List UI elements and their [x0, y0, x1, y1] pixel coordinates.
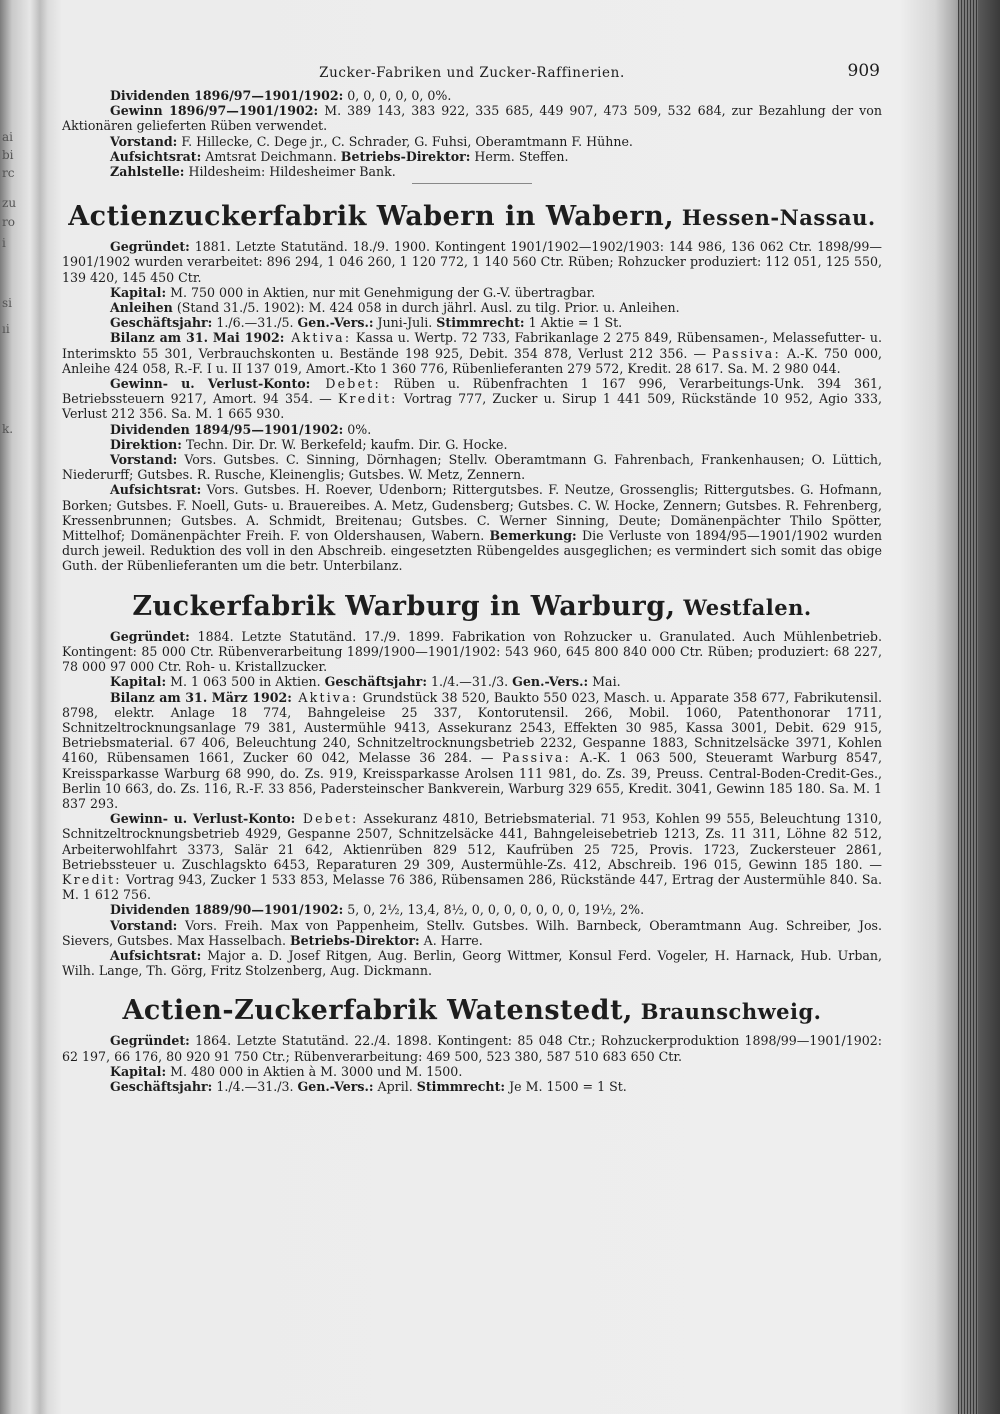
field-text: Techn. Dir. Dr. W. Berkefeld; kaufm. Dir. G. Hocke.	[181, 436, 508, 452]
running-header	[62, 58, 882, 88]
gutter-fragment: i	[2, 236, 6, 250]
gutter-fragment: rc	[2, 166, 15, 180]
gutter-fragment: zu	[2, 196, 17, 210]
field-label: Bilanz am 31. Mai 1902:	[110, 330, 285, 346]
company-title	[62, 200, 882, 235]
field-text: 1864. Letzte Statutänd. 22./4. 1898. Kontingent: 85 048 Ctr.; Rohzuckerproduktion 1898/99—1901/1902: 62 197, 66 176, 80 920 91 750 Ctr.; Rübenverarbeitung: 469 500, 523 380, 587 510 683 650 Ctr.	[62, 1033, 882, 1064]
field-text: Mai.	[588, 674, 621, 690]
field-text: Rüben u. Rübenfrachten 1 167 996, Verarbeitungs-Unk. 394 361, Betriebssteuern 9217, Amort. 94 354. —	[62, 376, 882, 407]
field-text: A.-K. 750 000, Anleihe 424 058, R.-F. I u. II 137 019, Amort.-Kto 1 360 776, Rübenlieferanten 279 572, Kredit. 28 617. Sa. M. 2 980 044.	[62, 345, 883, 376]
field-label: Gen.-Vers.:	[512, 674, 589, 690]
field-text: 1./6.—31./5.	[212, 315, 298, 331]
field-text: M. 480 000 in Aktien à M. 3000 und M. 1500.	[166, 1063, 463, 1079]
field-label: Vorstand:	[110, 917, 178, 933]
field-text: A.-K. 1 063 500, Steueramt Warburg 8547, Kreissparkasse Warburg 68 990, do. Zs. 919, Kreissparkasse Arolsen 111 981, do. Zs. 39, Preuss. Central-Boden-Credit-Ges., Berlin 10 663, do. Zs. 116, R.-F. 33 856, Padersteinscher Bankverein, Warburg 329 655, Kredit. 3041, Gewinn 185 180. Sa. M. 1 837 293.	[62, 750, 882, 811]
field-label: Dividenden 1896/97—1901/1902:	[110, 88, 344, 103]
field-text: Zuckerfabrik Warburg in Warburg,	[132, 590, 676, 622]
field-text: Kassa u. Wertp. 72 733, Fabrikanlage 2 275 849, Rübensamen-, Melassefutter- u. Interimskto 55 301, Verbrauchskonten u. Bestände 198 925, Debit. 354 878, Verlust 212 356. —	[62, 330, 882, 361]
field-label: Geschäftsjahr:	[324, 674, 427, 690]
section-divider	[412, 183, 532, 184]
entry-line	[62, 103, 882, 133]
field-text: Kredit:	[337, 391, 398, 407]
previous-entry	[62, 88, 882, 179]
gutter-fragment: ai	[2, 130, 13, 144]
entry-paragraph	[62, 422, 882, 437]
field-label: Bemerkung:	[489, 528, 577, 544]
field-label: Vorstand:	[110, 452, 178, 468]
field-label: Gewinn 1896/97—1901/1902:	[110, 103, 319, 119]
field-label: Gegründet:	[110, 239, 190, 255]
company-entry-watenstedt	[62, 994, 882, 1094]
page-content	[62, 58, 882, 1094]
page-number: 909	[847, 61, 880, 81]
field-label: Gen.-Vers.:	[297, 315, 374, 331]
field-label: Bilanz am 31. März 1902:	[110, 689, 292, 705]
book-edge	[958, 0, 978, 1414]
gutter-fragment: k.	[2, 422, 14, 436]
field-label: Dividenden 1889/90—1901/1902:	[110, 902, 344, 918]
field-text: 0%.	[343, 421, 372, 437]
field-text: Hessen-Nassau.	[674, 205, 876, 231]
field-label: Zahlstelle:	[110, 164, 185, 180]
gutter-fragment: ıi	[2, 322, 10, 336]
field-text: 5, 0, 2½, 13,4, 8½, 0, 0, 0, 0, 0, 0, 0, 19½, 2%.	[343, 902, 645, 918]
field-label: Vorstand:	[110, 133, 178, 149]
field-label: Betriebs-Direktor:	[340, 148, 471, 164]
field-text: Westfalen.	[675, 594, 812, 620]
field-text: F. Hillecke, C. Dege jr., C. Schrader, G. Fuhsi, Oberamtmann F. Hühne.	[177, 133, 633, 149]
field-text: Je M. 1500 = 1 St.	[505, 1078, 627, 1094]
field-text: Juni-Juli.	[373, 315, 437, 331]
field-label: Aufsichtsrat:	[110, 947, 202, 963]
field-label: Gewinn- u. Verlust-Konto:	[110, 811, 296, 827]
field-text: Actien-Zuckerfabrik Watenstedt,	[122, 995, 633, 1027]
field-text: 1884. Letzte Statutänd. 17./9. 1899. Fabrikation von Rohzucker u. Granulated. Auch Mühlenbetrieb. Kontingent: 85 000 Ctr. Rübenverarbeitung 1899/1900—1901/1902: 543 960, 645 800 840 000 Ctr. Rüben; produziert: 68 227, 78 000 97 000 Ctr. Roh- u. Kristallzucker.	[62, 628, 882, 675]
entry-paragraph	[62, 1033, 882, 1063]
entry-paragraph	[62, 629, 882, 675]
field-text: Assekuranz 4810, Betriebsmaterial. 71 953, Kohlen 99 555, Beleuchtung 1310, Schnitzeltrocknungsbetrieb 4929, Gespanne 2507, Schnitzelsäcke 441, Bahngeleisebetrieb 1213, Zs. 11 311, Löhne 82 512, Arbeiterwohlfahrt 3373, Salär 21 642, Aktienrüben 829 512, Kaufrüben 25 725, Provis. 1723, Zuckersteuer 2861, Betriebssteuer u. Zuschlagskto 6453, Reparaturen 29 309, Austermühle-Zs. 412, Abschreib. 196 015, Gewinn 185 180. —	[62, 811, 882, 872]
entry-line	[62, 134, 882, 149]
field-text: Vors. Gutsbes. C. Sinning, Dörnhagen; Stellv. Oberamtmann G. Fahrenbach, Frankenhausen; O. Lüttich, Niederurff; Gutsbes. R. Rusche, Kleinenglis; Gutsbes. W. Metz, Zennern.	[62, 452, 882, 483]
gutter-fragment: bi	[2, 148, 14, 162]
entry-paragraph	[62, 330, 882, 376]
field-text: April.	[373, 1078, 417, 1094]
entry-paragraph	[62, 948, 882, 978]
entry-paragraph	[62, 300, 882, 315]
field-label: Gegründet:	[110, 1033, 190, 1049]
entry-paragraph	[62, 902, 882, 917]
field-label: Dividenden 1894/95—1901/1902:	[110, 421, 344, 437]
field-label: Aufsichtsrat:	[110, 148, 202, 164]
field-text: 1 Aktie = 1 St.	[524, 315, 623, 331]
gutter-fragment: si	[2, 296, 12, 310]
field-text: 1881. Letzte Statutänd. 18./9. 1900. Kontingent 1901/1902—1902/1903: 144 986, 136 062 Ctr. 1898/99—1901/1902 wurden verarbeitet: 896 294, 1 046 260, 1 120 772, 1 140 560 Ctr. Rüben; Rohzucker produziert: 112 051, 125 550, 139 420, 145 450 Ctr.	[62, 239, 882, 285]
field-label: Geschäftsjahr:	[110, 315, 213, 331]
entry-paragraph	[62, 376, 882, 422]
field-text: 0, 0, 0, 0, 0, 0%.	[343, 88, 452, 103]
entry-paragraph	[62, 285, 882, 300]
field-text: M. 389 143, 383 922, 335 685, 449 907, 473 509, 532 684, zur Bezahlung der von Aktionären gelieferten Rüben verwendet.	[62, 103, 882, 134]
field-text: Hildesheim: Hildesheimer Bank.	[184, 164, 396, 180]
field-text: Die Verluste von 1894/95—1901/1902 wurden durch jeweil. Reduktion des voll in den Abschreib. eingesetzten Rübengeldes ausgeglichen; es vermindert sich somit das obige Guth. der Rübenlieferanten um die betr. Unterbilanz.	[62, 528, 882, 574]
entry-paragraph	[62, 674, 882, 689]
field-label: Betriebs-Direktor:	[290, 932, 420, 948]
entry-paragraph	[62, 239, 882, 285]
field-text: (Stand 31./5. 1902): M. 424 058 in durch jährl. Ausl. zu tilg. Prior. u. Anleihen.	[172, 300, 680, 316]
company-entry-wabern	[62, 200, 882, 573]
entry-paragraph	[62, 452, 882, 482]
field-text: 1./4.—31./3.	[426, 674, 513, 690]
field-label: Kapital:	[110, 284, 167, 300]
field-text: Aktiva:	[284, 330, 352, 346]
field-label: Stimmrecht:	[416, 1078, 506, 1094]
field-label: Kapital:	[110, 674, 167, 690]
field-text: Debet:	[310, 376, 381, 392]
field-text: Aktiva:	[291, 689, 359, 705]
field-text: Amtsrat Deichmann.	[201, 148, 341, 164]
field-text: Debet:	[295, 811, 359, 827]
field-text: Kredit:	[62, 871, 122, 887]
field-text: 1./4.—31./3.	[212, 1078, 298, 1094]
field-text: Herm. Steffen.	[470, 148, 569, 164]
company-title	[62, 590, 882, 625]
running-title: Zucker-Fabriken und Zucker-Raffinerien.	[319, 65, 625, 81]
entry-paragraph	[62, 918, 882, 948]
entry-paragraph	[62, 1079, 882, 1094]
entry-paragraph	[62, 811, 882, 902]
field-text: Passiva:	[502, 750, 572, 766]
entry-paragraph	[62, 437, 882, 452]
entry-line	[62, 164, 882, 179]
field-text: Passiva:	[712, 345, 781, 361]
field-label: Gen.-Vers.:	[297, 1078, 374, 1094]
company-entry-warburg	[62, 590, 882, 979]
field-text: Vortrag 777, Zucker u. Sirup 1 441 509, Rückstände 10 952, Agio 333, Verlust 212 356. Sa. M. 1 665 930.	[62, 391, 883, 422]
entry-line	[62, 88, 882, 103]
entry-paragraph	[62, 315, 882, 330]
field-text: Actienzuckerfabrik Wabern in Wabern,	[68, 201, 675, 233]
field-text: Vors. Freih. Max von Pappenheim, Stellv. Gutsbes. Wilh. Barnbeck, Oberamtmann Aug. Schreiber, Jos. Sievers, Gutsbes. Max Hasselbach.	[62, 917, 882, 948]
field-text: M. 750 000 in Aktien, nur mit Genehmigung der G.-V. übertragbar.	[166, 284, 596, 300]
field-label: Gegründet:	[110, 628, 190, 644]
field-label: Gewinn- u. Verlust-Konto:	[110, 376, 311, 392]
field-label: Anleihen	[110, 300, 173, 316]
field-text: Grundstück 38 520, Baukto 550 023, Masch. u. Apparate 358 677, Fabrikutensil. 8798, elektr. Anlage 18 774, Bahngeleise 25 337, Kontorutensil. 266, Mobil. 1060, Patenthonorar 1711, Schnitzeltrocknungsanlage 79 381, Austermühle 9413, Assekuranz 2543, Effekten 30 985, Kassa 3001, Debit. 629 915, Betriebsmaterial. 67 406, Beleuchtung 240, Schnitzeltrocknungsbetrieb 2232, Gespanne 1883, Schnitzelsäcke 3971, Kohlen 4160, Rübensamen 1661, Zucker 60 042, Melasse 36 284. —	[62, 689, 882, 766]
gutter-fragment: ro	[2, 215, 15, 229]
entry-paragraph	[62, 482, 882, 573]
field-label: Stimmrecht:	[436, 315, 525, 331]
company-title	[62, 994, 882, 1029]
field-text: Major a. D. Josef Ritgen, Aug. Berlin, Georg Wittmer, Konsul Ferd. Vogeler, H. Harnack, Hub. Urban, Wilh. Lange, Th. Görg, Fritz Stolzenberg, Aug. Dickmann.	[62, 947, 882, 979]
field-label: Kapital:	[110, 1063, 167, 1079]
field-label: Aufsichtsrat:	[110, 482, 202, 498]
field-text: M. 1 063 500 in Aktien.	[166, 674, 325, 690]
entry-line	[62, 149, 882, 164]
entry-paragraph	[62, 1064, 882, 1079]
field-text: Vortrag 943, Zucker 1 533 853, Melasse 76 386, Rübensamen 286, Rückstände 447, Ertrag der Austermühle 840. Sa. M. 1 612 756.	[62, 871, 882, 903]
field-label: Geschäftsjahr:	[110, 1078, 213, 1094]
field-text: A. Harre.	[419, 932, 483, 948]
field-text: Vors. Gutsbes. H. Roever, Udenborn; Rittergutsbes. F. Neutze, Grossenglis; Rittergutsbes. G. Hofmann, Borken; Gutsbes. F. Noell, Guts- u. Brauereibes. A. Metz, Gudensberg; Gutsbes. C. W. Hocke, Zennern; Gutsbes. R. Fehrenberg, Kressenbrunnen; Gutsbes. A. Schmidt, Breitenau; Gutsbes. C. Werner Sinning, Deute; Domänenpächter Thilo Spötter, Mittelhof; Domänenpächter Freih. F. von Oldershausen, Wabern.	[62, 482, 882, 544]
previous-page-gutter	[0, 0, 40, 1414]
field-text: Braunschweig.	[632, 999, 822, 1025]
entry-paragraph	[62, 690, 882, 812]
field-label: Direktion:	[110, 436, 182, 452]
